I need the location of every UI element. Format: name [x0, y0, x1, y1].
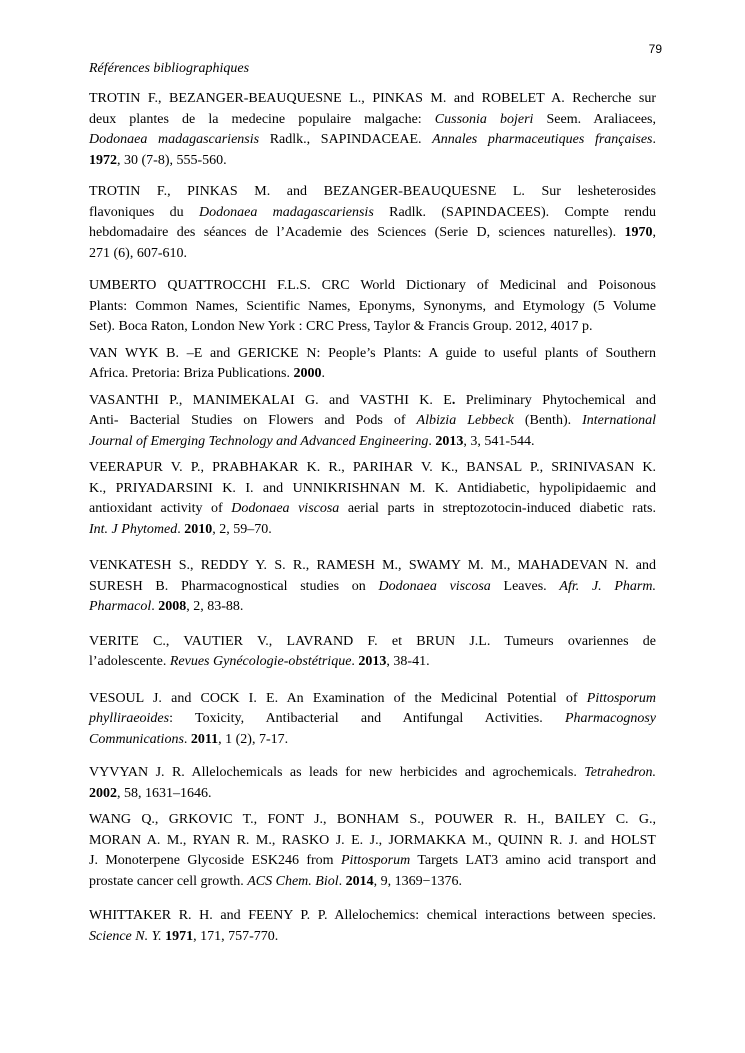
- reference-entry: [89, 89, 656, 171]
- reference-text: Plants: Common Names, Scientific Names, Eponyms, Synonyms, and Etymology (5 Volume: [89, 298, 656, 314]
- reference-entry: [89, 632, 656, 673]
- reference-text: flavoniques du: [89, 204, 199, 220]
- reference-text: TROTIN F., PINKAS M. and BEZANGER-BEAUQUESNE L. Sur lesheterosides: [89, 184, 656, 199]
- italic-text: Pharmacol: [89, 599, 152, 614]
- reference-entry: [89, 391, 656, 453]
- reference-line: [89, 364, 656, 385]
- italic-text: Int. J Phytomed: [89, 521, 178, 537]
- bold-year: 2010: [184, 521, 213, 537]
- italic-text: Pharmacognosy: [565, 711, 656, 726]
- reference-text: WANG Q., GRKOVIC T., FONT J., BONHAM S., POUWER R. H., BAILEY C. G.,: [89, 812, 656, 827]
- reference-text: , 1 (2), 7-17.: [218, 731, 289, 747]
- italic-text: Dodonaea viscosa: [231, 501, 340, 516]
- reference-line: [89, 411, 656, 432]
- reference-text: VEERAPUR V. P., PRABHAKAR K. R., PARIHAR V. K., BANSAL P., SRINIVASAN K.: [89, 460, 656, 475]
- reference-text: (Benth).: [513, 413, 583, 428]
- reference-text: VYVYAN J. R. Allelochemicals as leads for new herbicides and agrochemicals.: [89, 765, 585, 780]
- reference-text: .: [351, 654, 359, 669]
- reference-text: Leaves.: [490, 578, 560, 594]
- reference-text: Anti- Bacterial Studies on Flowers and Pods of: [89, 413, 417, 428]
- reference-text: Africa. Pretoria: Briza Publications.: [89, 366, 294, 381]
- italic-text: Journal of Emerging Technology and Advanced Engineering: [89, 433, 429, 449]
- reference-text: ,: [652, 225, 656, 240]
- reference-text: VAN WYK B. –E and GERICKE N: People’s Plants: A guide to useful plants of Southern: [89, 345, 656, 361]
- reference-list: [89, 89, 656, 947]
- reference-entry: [89, 763, 656, 804]
- reference-line: [89, 730, 656, 751]
- reference-line: [89, 851, 656, 872]
- reference-line: [89, 652, 656, 673]
- reference-text: VERITE C., VAUTIER V., LAVRAND F. et BRUN J.L. Tumeurs ovariennes de: [89, 633, 656, 649]
- reference-text: .: [652, 132, 657, 147]
- italic-text: International: [582, 413, 656, 428]
- reference-text: Seem. Araliacees,: [533, 111, 656, 127]
- reference-entry: [89, 458, 656, 540]
- reference-entry: [89, 556, 656, 618]
- bold-year: 2000: [293, 366, 322, 381]
- reference-line: [89, 479, 656, 500]
- reference-text: Radlk. (SAPINDACEES). Compte rendu: [373, 204, 656, 220]
- bold-year: 2013: [358, 654, 387, 669]
- italic-text: Tetrahedron.: [584, 765, 656, 780]
- reference-line: [89, 297, 656, 318]
- reference-text: Set). Boca Raton, London New York : CRC Press, Taylor & Francis Group. 2012, 4017 p.: [89, 319, 593, 334]
- italic-text: Annales pharmaceutiques françaises: [432, 132, 653, 147]
- italic-text: Communications: [89, 731, 184, 747]
- reference-text: J. Monoterpene Glycoside ESK246 from: [89, 853, 341, 868]
- reference-text: .: [183, 731, 191, 747]
- reference-text: , 9, 1369−1376.: [373, 873, 463, 889]
- bold-year: 2011: [190, 731, 219, 747]
- reference-text: WHITTAKER R. H. and FEENY P. P. Allelochemics: chemical interactions between species.: [89, 908, 656, 923]
- reference-text: VASANTHI P., MANIMEKALAI G. and VASTHI K. E: [89, 392, 452, 408]
- reference-entry: [89, 810, 656, 892]
- reference-line: [89, 432, 656, 453]
- reference-line: [89, 556, 656, 577]
- reference-line: [89, 89, 656, 110]
- reference-text: .: [338, 873, 346, 889]
- reference-line: [89, 499, 656, 520]
- reference-text: deux plantes de la medecine populaire malgache:: [89, 111, 435, 127]
- reference-line: [89, 763, 656, 784]
- bold-year: .: [451, 392, 456, 408]
- reference-text: .: [151, 599, 159, 614]
- reference-text: , 3, 541-544.: [463, 433, 535, 449]
- reference-line: [89, 689, 656, 710]
- reference-line: [89, 872, 656, 893]
- italic-text: Cussonia bojeri: [434, 111, 534, 127]
- italic-text: Dodonaea madagascariensis: [89, 132, 260, 147]
- italic-text: phylliraeoides: [89, 711, 170, 726]
- italic-text: Science N. Y.: [89, 928, 162, 944]
- reference-line: [89, 810, 656, 831]
- reference-text: MORAN A. M., RYAN R. M., RASKO J. E. J., JORMAKKA M., QUINN R. J. and HOLST: [89, 832, 656, 848]
- reference-text: hebdomadaire des séances de l’Academie des Sciences (Serie D, sciences naturelles).: [89, 225, 625, 240]
- reference-line: [89, 597, 656, 618]
- reference-text: , 2, 59–70.: [212, 521, 272, 537]
- reference-line: [89, 223, 656, 244]
- reference-entry: [89, 689, 656, 751]
- reference-text: .: [428, 433, 436, 449]
- italic-text: Afr. J. Pharm.: [559, 578, 656, 594]
- italic-text: Dodonaea viscosa: [378, 578, 491, 594]
- reference-text: : Toxicity, Antibacterial and Antifungal Activities.: [169, 711, 565, 726]
- reference-line: [89, 784, 656, 805]
- bold-year: 2008: [158, 599, 187, 614]
- reference-entry: [89, 276, 656, 338]
- reference-entry: [89, 906, 656, 947]
- bold-year: 1971: [165, 928, 194, 944]
- italic-text: Revues Gynécologie-obstétrique: [169, 654, 352, 669]
- reference-entry: [89, 182, 656, 264]
- italic-text: Dodonaea madagascariensis: [199, 204, 374, 220]
- reference-line: [89, 151, 656, 172]
- reference-text: UMBERTO QUATTROCCHI F.L.S. CRC World Dictionary of Medicinal and Poisonous: [89, 278, 656, 293]
- reference-text: .: [177, 521, 185, 537]
- reference-text: , 38-41.: [386, 654, 430, 669]
- reference-line: [89, 906, 656, 927]
- reference-text: , 30 (7-8), 555-560.: [117, 152, 227, 168]
- reference-line: [89, 130, 656, 151]
- reference-entry: [89, 344, 656, 385]
- reference-text: VENKATESH S., REDDY Y. S. R., RAMESH M., SWAMY M. M., MAHADEVAN N. and: [89, 558, 656, 573]
- reference-line: [89, 317, 656, 338]
- bold-year: 2002: [89, 785, 117, 801]
- reference-text: , 171, 757-770.: [193, 928, 279, 944]
- reference-text: VESOUL J. and COCK I. E. An Examination of the Medicinal Potential of: [89, 690, 587, 706]
- italic-text: ACS Chem. Biol: [247, 873, 339, 889]
- reference-text: Targets LAT3 amino acid transport and: [410, 853, 656, 868]
- bold-year: 2014: [345, 873, 374, 889]
- reference-line: [89, 632, 656, 653]
- reference-text: , 58, 1631–1646.: [117, 785, 212, 801]
- italic-text: Albizia Lebbeck: [416, 413, 514, 428]
- reference-text: K., PRIYADARSINI K. I. and UNNIKRISHNAN M. K. Antidiabetic, hypolipidaemic and: [89, 480, 656, 496]
- reference-text: TROTIN F., BEZANGER-BEAUQUESNE L., PINKAS M. and ROBELET A. Recherche sur: [89, 91, 656, 106]
- reference-text: Radlk., SAPINDACEAE.: [259, 132, 433, 147]
- reference-line: [89, 276, 656, 297]
- bold-year: 1972: [89, 152, 117, 168]
- italic-text: Pittosporum: [586, 690, 656, 706]
- reference-text: 271 (6), 607-610.: [89, 245, 187, 261]
- bold-year: 2013: [435, 433, 464, 449]
- reference-text: antioxidant activity of: [89, 501, 232, 516]
- reference-text: aerial parts in streptozotocin-induced diabetic rats.: [339, 501, 656, 516]
- reference-text: SURESH B. Pharmacognostical studies on: [89, 578, 379, 594]
- running-header: Références bibliographiques: [89, 61, 250, 76]
- italic-text: Pittosporum: [340, 853, 411, 868]
- reference-text: prostate cancer cell growth.: [89, 873, 248, 889]
- reference-text: l’adolescente.: [89, 654, 170, 669]
- reference-line: [89, 110, 656, 131]
- reference-line: [89, 831, 656, 852]
- reference-line: [89, 709, 656, 730]
- reference-line: [89, 203, 656, 224]
- reference-text: , 2, 83-88.: [186, 599, 244, 614]
- reference-line: [89, 344, 656, 365]
- bold-year: 1970: [624, 225, 653, 240]
- reference-line: [89, 458, 656, 479]
- reference-line: [89, 182, 656, 203]
- reference-line: [89, 391, 656, 412]
- reference-line: [89, 577, 656, 598]
- reference-line: [89, 927, 656, 948]
- page-number: 79: [648, 42, 662, 56]
- reference-text: .: [321, 366, 325, 381]
- reference-line: [89, 244, 656, 265]
- reference-line: [89, 520, 656, 541]
- reference-text: Preliminary Phytochemical and: [455, 392, 656, 408]
